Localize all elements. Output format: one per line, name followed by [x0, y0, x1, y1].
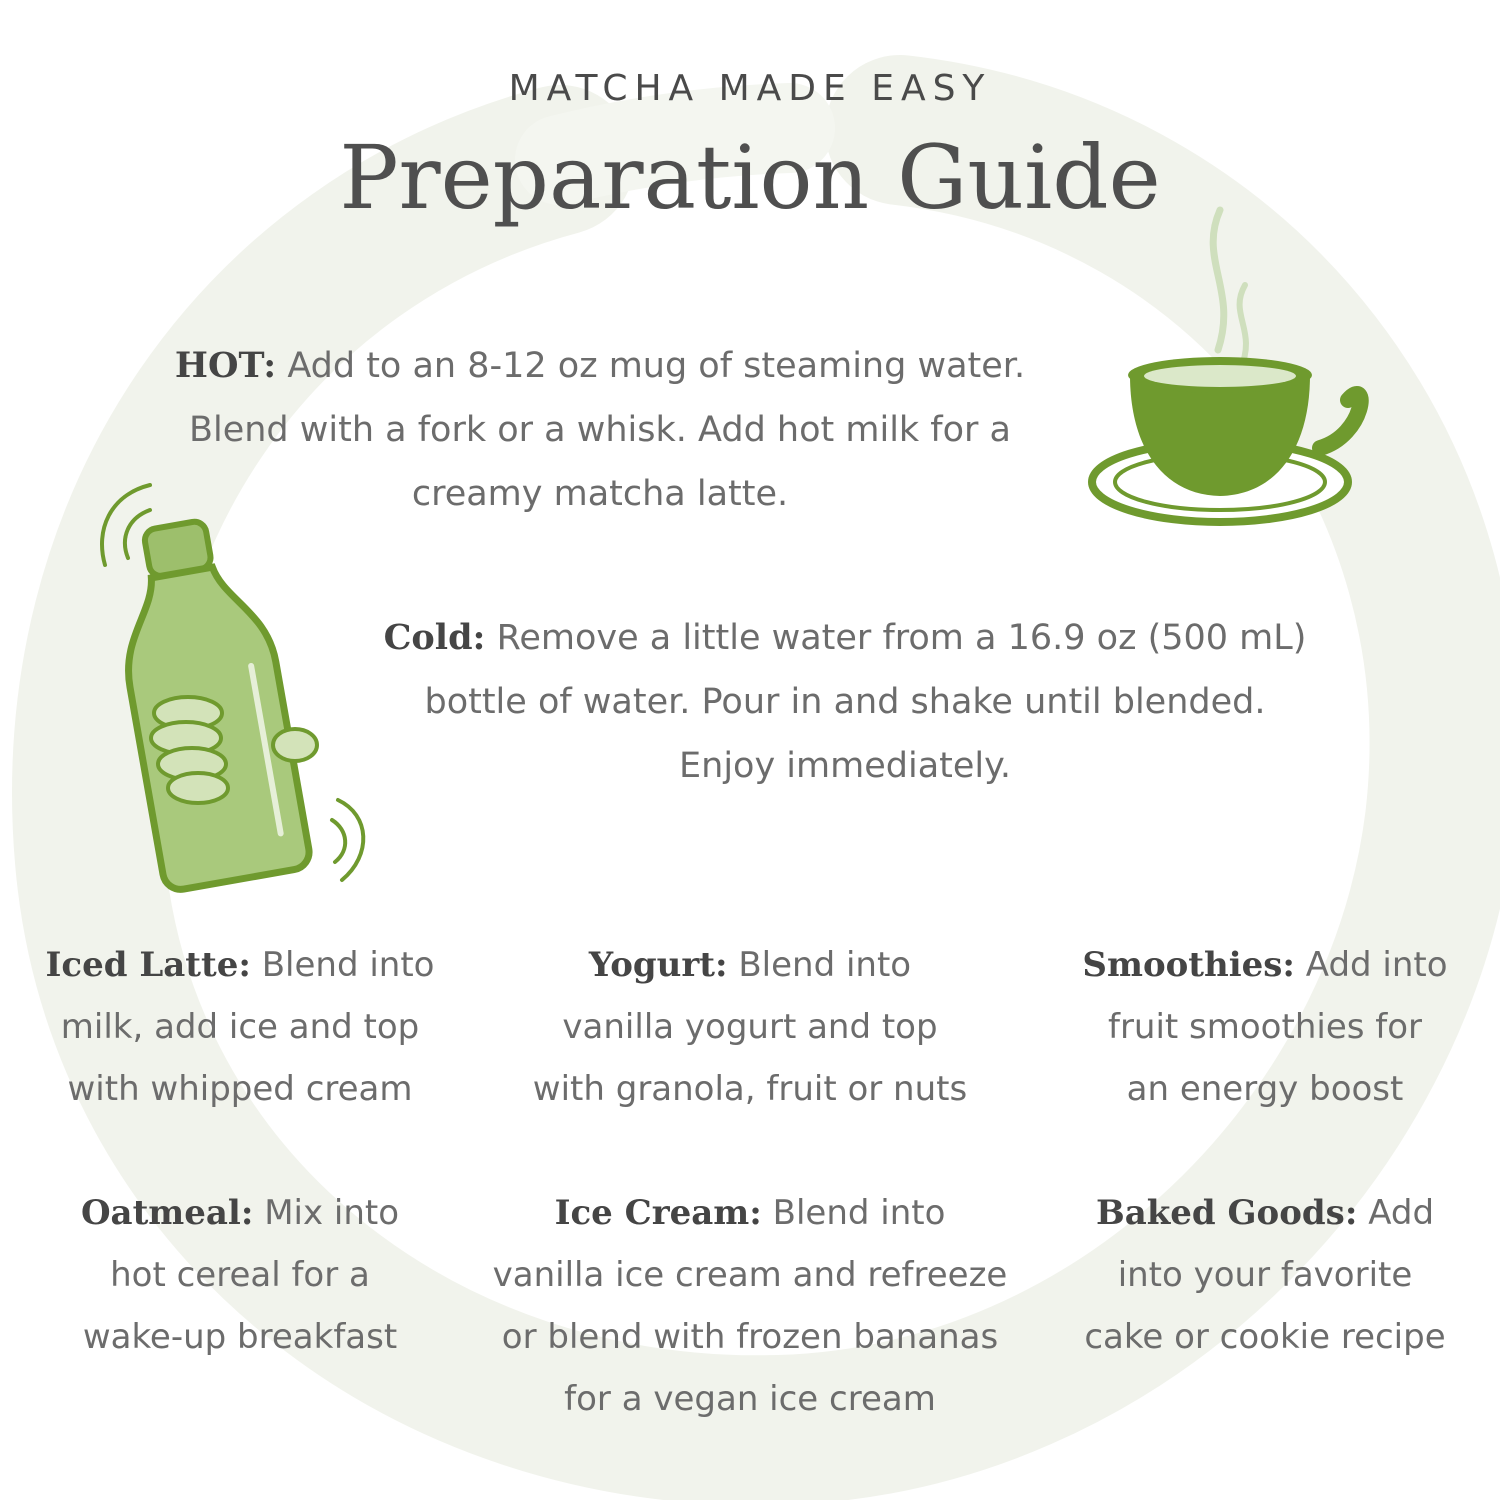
- use-line-2: vanilla ice cream and refreeze: [492, 1255, 1008, 1295]
- use-line-3: with whipped cream: [67, 1069, 413, 1109]
- use-yogurt: [480, 934, 1020, 1120]
- use-label: Baked Goods:: [1095, 1193, 1358, 1233]
- use-text: Blend into: [761, 1193, 946, 1233]
- cold-text-1: Remove a little water from a 16.9 oz (500 mL): [485, 618, 1307, 658]
- use-line-1: [480, 934, 1020, 996]
- use-line-2: milk, add ice and top: [60, 1007, 420, 1047]
- use-line-3: with granola, fruit or nuts: [532, 1069, 968, 1109]
- use-label: Iced Latte:: [45, 945, 251, 985]
- use-line-1: [450, 1182, 1050, 1244]
- use-smoothies: [1040, 934, 1490, 1120]
- use-line-1: [1040, 934, 1490, 996]
- use-line-1: [10, 934, 470, 996]
- use-text: Add: [1357, 1193, 1435, 1233]
- use-baked-goods: [1040, 1182, 1490, 1368]
- use-line-3: wake-up breakfast: [82, 1317, 398, 1357]
- use-oatmeal: [10, 1182, 470, 1368]
- use-line-2: into your favorite: [1117, 1255, 1413, 1295]
- matcha-cup-icon: [1080, 200, 1370, 540]
- kicker-heading: MATCHA MADE EASY: [508, 68, 992, 109]
- use-line-1: [10, 1182, 470, 1244]
- use-text: Mix into: [253, 1193, 400, 1233]
- use-line-1: [1040, 1182, 1490, 1244]
- use-line-3: or blend with frozen bananas: [501, 1317, 999, 1357]
- use-label: Oatmeal:: [80, 1193, 254, 1233]
- use-label: Smoothies:: [1082, 945, 1295, 985]
- hot-line-3: creamy matcha latte.: [411, 474, 789, 514]
- cold-label: Cold:: [383, 617, 486, 658]
- cold-instructions: [330, 606, 1360, 798]
- hot-line-1: [110, 334, 1090, 398]
- use-line-3: an energy boost: [1126, 1069, 1404, 1109]
- page-title: Preparation Guide: [339, 126, 1161, 229]
- cold-line-1: [330, 606, 1360, 670]
- hot-label: HOT:: [174, 345, 277, 386]
- cold-line-3: Enjoy immediately.: [679, 746, 1011, 786]
- hot-text-1: Add to an 8-12 oz mug of steaming water.: [276, 346, 1026, 386]
- use-iced-latte: [10, 934, 470, 1120]
- use-line-2: vanilla yogurt and top: [562, 1007, 938, 1047]
- use-label: Ice Cream:: [554, 1193, 762, 1233]
- use-ice-cream: [450, 1182, 1050, 1430]
- use-line-4: for a vegan ice cream: [564, 1379, 936, 1419]
- cold-line-2: bottle of water. Pour in and shake until blended.: [424, 682, 1266, 722]
- use-text: Add into: [1294, 945, 1448, 985]
- use-text: Blend into: [250, 945, 435, 985]
- use-line-3: cake or cookie recipe: [1084, 1317, 1446, 1357]
- use-label: Yogurt:: [588, 945, 728, 985]
- hot-line-2: Blend with a fork or a whisk. Add hot milk for a: [188, 410, 1012, 450]
- use-text: Blend into: [727, 945, 912, 985]
- use-line-2: hot cereal for a: [110, 1255, 370, 1295]
- use-line-2: fruit smoothies for: [1107, 1007, 1423, 1047]
